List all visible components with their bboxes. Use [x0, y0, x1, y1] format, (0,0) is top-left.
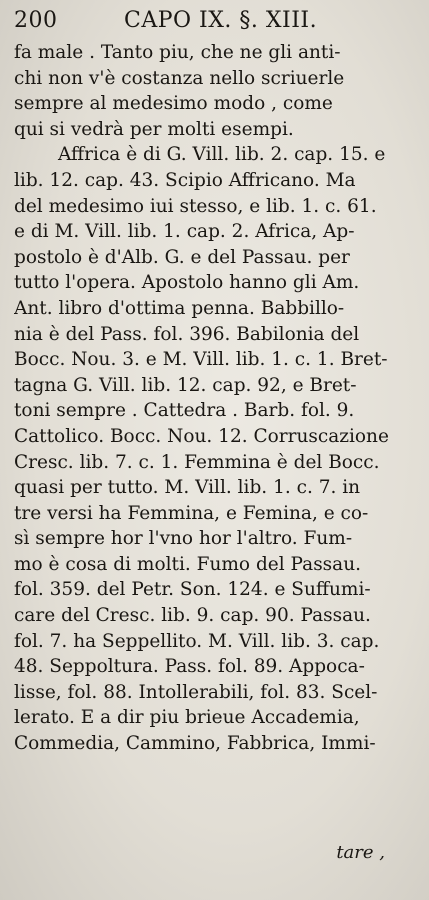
text-line: sì sempre hor l'vno hor l'altro. Fum-: [14, 528, 353, 550]
text-line: fol. 7. ha Seppellito. M. Vill. lib. 3. cap.: [14, 630, 380, 652]
text-line: Affrica è di G. Vill. lib. 2. cap. 15. e: [58, 144, 386, 166]
text-line: Bocc. Nou. 3. e M. Vill. lib. 1. c. 1. Bret-: [14, 349, 388, 371]
body-text: [14, 40, 418, 757]
text-line: lisse, fol. 88. Intollerabili, fol. 83. Scel-: [14, 681, 378, 703]
text-line: chi non v'è costanza nello scriuerle: [14, 67, 345, 89]
text-line: Ant. libro d'ottima penna. Babbillo-: [14, 297, 345, 319]
running-head: CAPO IX. §. XIII.: [124, 8, 318, 33]
text-line: Cresc. lib. 7. c. 1. Femmina è del Bocc.: [14, 451, 380, 473]
text-line: tre versi ha Femmina, e Femina, e co-: [14, 502, 369, 524]
text-line: fa male . Tanto piu, che ne gli anti-: [14, 42, 341, 63]
page-header: [14, 8, 414, 38]
text-line: tagna G. Vill. lib. 12. cap. 92, e Bret-: [14, 374, 357, 396]
text-line: sempre al medesimo modo , come: [14, 93, 333, 115]
text-line: postolo è d'Alb. G. e del Passau. per: [14, 246, 350, 268]
text-line: e di M. Vill. lib. 1. cap. 2. Africa, Ap-: [14, 221, 355, 243]
text-line: quasi per tutto. M. Vill. lib. 1. c. 7. in: [14, 477, 361, 499]
text-line: 48. Seppoltura. Pass. fol. 89. Appoca-: [14, 656, 365, 678]
text-line: qui si vedrà per molti esempi.: [14, 118, 294, 140]
text-line: nia è del Pass. fol. 396. Babilonia del: [14, 323, 360, 345]
text-line: lib. 12. cap. 43. Scipio Affricano. Ma: [14, 169, 356, 191]
text-line: mo è cosa di molti. Fumo del Passau.: [14, 553, 362, 575]
text-line: del medesimo iui stesso, e lib. 1. c. 61.: [14, 195, 377, 217]
text-line: care del Cresc. lib. 9. cap. 90. Passau.: [14, 605, 371, 627]
text-line: lerato. E a dir piu brieue Accademia,: [14, 707, 360, 729]
text-line: toni sempre . Cattedra . Barb. fol. 9.: [14, 400, 355, 422]
page-number: 200: [14, 8, 58, 33]
text-line: Commedia, Cammino, Fabbrica, Immi-: [14, 733, 376, 755]
text-line: Cattolico. Bocc. Nou. 12. Corruscazione: [14, 425, 389, 447]
text-line: tutto l'opera. Apostolo hanno gli Am.: [14, 272, 360, 294]
catchword: tare ,: [336, 842, 385, 863]
text-line: fol. 359. del Petr. Son. 124. e Suffumi-: [14, 579, 371, 601]
